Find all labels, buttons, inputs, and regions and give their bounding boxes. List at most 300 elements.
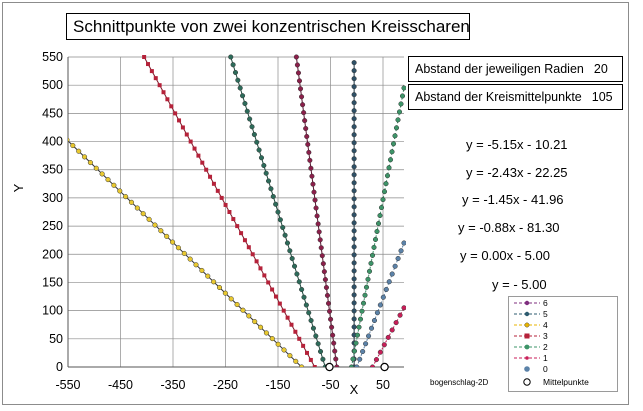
series-3-point (208, 175, 212, 179)
series-2-point (364, 285, 369, 290)
series-2-point (355, 333, 360, 338)
series-2-point (358, 317, 363, 322)
series-3-point (251, 252, 255, 256)
series-0-point (393, 264, 398, 269)
series-1-left-point (299, 94, 304, 99)
series-3-point (224, 203, 228, 207)
series-3-point (247, 245, 251, 249)
series-1-left-point (305, 142, 310, 147)
series-3-point (305, 351, 309, 355)
series-0-point (363, 341, 368, 346)
series-3-point (262, 273, 266, 277)
series-1-point (386, 335, 391, 340)
series-1-point (390, 328, 395, 333)
series-4-point (200, 268, 205, 273)
series-2-left-point (264, 171, 269, 176)
series-5-point (352, 188, 357, 193)
series-0-point (402, 241, 407, 246)
series-3-point (231, 217, 235, 221)
series-4-point (106, 177, 111, 182)
series-1-left-point (333, 357, 338, 362)
plot-area (65, 55, 407, 370)
x-tick-label: 50 (376, 378, 390, 392)
series-3-point (255, 259, 259, 263)
series-0-point (357, 357, 362, 362)
series-4-point (65, 138, 70, 143)
series-4-point (159, 228, 164, 233)
series-2-point (351, 357, 356, 362)
series-5-point (352, 92, 357, 97)
series-4-point (282, 348, 287, 353)
series-2-point (373, 237, 378, 242)
series-2-left-point (285, 241, 290, 246)
series-1-point (370, 365, 375, 370)
series-2-point (393, 134, 398, 139)
series-2-point (397, 110, 402, 115)
series-3-point (154, 76, 158, 80)
series-2-left-point (318, 349, 323, 354)
series-1-left-point (325, 293, 330, 298)
series-2-left-point (321, 357, 326, 362)
series-2-left-point (295, 272, 300, 277)
equation-5: y = -2.43x - 22.25 (466, 165, 568, 180)
series-5-point (352, 301, 357, 306)
series-1-left-point (328, 317, 333, 322)
y-tick-label: 150 (42, 275, 63, 290)
series-4-point (117, 189, 122, 194)
series-4-point (264, 331, 269, 336)
y-tick-label: 350 (42, 162, 63, 177)
series-1-left-point (316, 222, 321, 227)
series-2-left-point (302, 295, 307, 300)
series-2-point (385, 173, 390, 178)
series-2-point (381, 197, 386, 202)
centers-value: 105 (591, 90, 613, 104)
series-0-point (399, 248, 404, 253)
series-2-left-point (228, 55, 233, 60)
series-5-point (352, 124, 357, 129)
equation-4: y = -1.45x - 41.96 (462, 192, 564, 207)
series-2-point (382, 189, 387, 194)
series-4-point (100, 172, 105, 177)
series-5-point (352, 116, 357, 121)
series-3-point (196, 154, 200, 158)
series-2-point (372, 245, 377, 250)
series-2-point (378, 213, 383, 218)
series-3-point (235, 224, 239, 228)
series-5-point (352, 180, 357, 185)
radii-label: Abstand der jeweiligen Radien (415, 62, 584, 76)
y-tick-label: 400 (42, 134, 63, 149)
series-1-left-point (309, 166, 314, 171)
series-2-left-point (252, 132, 257, 137)
series-3-point (243, 238, 247, 242)
series-2-point (391, 142, 396, 147)
series-4-point (258, 325, 263, 330)
series-0-point (354, 365, 359, 370)
series-4-point (223, 291, 228, 296)
series-1-left-point (315, 214, 320, 219)
x-tick-label: -150 (265, 378, 291, 392)
series-5-point (352, 261, 357, 266)
series-0-point (375, 310, 380, 315)
series-4-point (147, 217, 152, 222)
series-2-left-point (278, 217, 283, 222)
series-4-point (170, 240, 175, 245)
series-2-left-point (254, 140, 259, 145)
series-2-point (394, 126, 399, 131)
series-2-point (370, 253, 375, 258)
series-2-point (376, 221, 381, 226)
series-2-left-point (243, 101, 248, 106)
series-0-point (390, 272, 395, 277)
series-2-point (369, 261, 374, 266)
series-2-left-point (259, 155, 264, 160)
series-4-point (153, 223, 158, 228)
series-2-left-point (236, 78, 241, 83)
credit-text: bogenschlag-2D (430, 378, 489, 387)
series-3-point (162, 90, 166, 94)
series-3-point (200, 161, 204, 165)
series-0-point (387, 279, 392, 284)
series-5-point (352, 213, 357, 218)
series-3-point (185, 133, 189, 137)
series-3-point (270, 288, 274, 292)
series-0-point (366, 334, 371, 339)
series-5-point (352, 60, 357, 65)
series-1-left-point (308, 158, 313, 163)
y-tick-label: 50 (49, 331, 63, 346)
series-2-point (379, 205, 384, 210)
y-tick-label: 500 (42, 78, 63, 93)
series-5-point (352, 205, 357, 210)
series-5-point (352, 229, 357, 234)
series-4-point (235, 302, 240, 307)
series-1-point (394, 320, 399, 325)
series-1-point (402, 306, 407, 311)
series-3-point (169, 104, 173, 108)
series-1-left-point (323, 277, 328, 282)
series-4-point (88, 160, 93, 165)
series-3-point (204, 168, 208, 172)
series-4-point (82, 155, 87, 160)
y-tick-label: 250 (42, 219, 63, 234)
x-tick-label: -550 (55, 378, 81, 392)
series-1-left-point (314, 206, 319, 211)
series-5-point (352, 84, 357, 89)
series-4-point (288, 353, 293, 358)
series-4-point (176, 245, 181, 250)
series-1-left-point (296, 71, 301, 76)
series-2-left-point (283, 233, 288, 238)
series-2-point (384, 181, 389, 186)
legend: 6 5 4 3 2 1 0 Mittelpunkte (508, 296, 618, 392)
series-3-point (309, 358, 313, 362)
series-5-point (352, 76, 357, 81)
series-2-left-point (233, 70, 238, 75)
series-1-left-point (311, 182, 316, 187)
x-tick-label: -50 (321, 378, 340, 392)
series-0-point (372, 318, 377, 323)
centers-info-box (408, 84, 623, 110)
series-4-point (188, 257, 193, 262)
equation-2: y = 0.00x - 5.00 (460, 248, 550, 263)
series-2-left-point (257, 148, 262, 153)
series-3-point (173, 111, 177, 115)
series-3-point (177, 118, 181, 122)
series-5-point (352, 196, 357, 201)
series-5-point (352, 108, 357, 113)
series-3-point (189, 140, 193, 144)
series-2-left-point (292, 264, 297, 269)
series-3-point (212, 182, 216, 186)
series-5-point (352, 317, 357, 322)
series-5-point (352, 237, 357, 242)
series-2-point (367, 269, 372, 274)
series-4-point (205, 274, 210, 279)
series-5-point (352, 309, 357, 314)
series-1-left-point (298, 86, 303, 91)
x-tick-label: -250 (212, 378, 239, 392)
series-3-point (216, 189, 220, 193)
series-2-left-point (304, 303, 309, 308)
series-4-point (164, 234, 169, 239)
series-2-left-point (309, 318, 314, 323)
series-5-point (352, 253, 357, 258)
series-4-point (123, 194, 128, 199)
x-tick-label: -450 (107, 378, 134, 392)
series-1-left-point (297, 79, 302, 84)
series-2-left-point (288, 248, 293, 253)
equation-1: y = - 5.00 (492, 277, 547, 292)
series-2-left-point (269, 186, 274, 191)
series-0-point (381, 295, 386, 300)
series-4-point (276, 342, 281, 347)
series-2-point (388, 157, 393, 162)
series-5-point (352, 285, 357, 290)
series-1-point (374, 357, 379, 362)
series-2-left-point (238, 86, 243, 91)
series-2-left-point (262, 163, 267, 168)
series-3-point (286, 316, 290, 320)
series-3-point (297, 337, 301, 341)
series-2-left-point (306, 310, 311, 315)
series-3-point (158, 83, 162, 87)
series-1-left-point (321, 261, 326, 266)
series-5-point (352, 269, 357, 274)
series-4-point (211, 280, 216, 285)
series-3-point (258, 266, 262, 270)
series-3-point (150, 69, 154, 73)
series-1-left-point (335, 365, 340, 370)
series-3-point (313, 365, 317, 369)
series-3-point (239, 231, 243, 235)
equation-6: y = -5.15x - 10.21 (466, 137, 568, 152)
series-1-left-point (303, 126, 308, 131)
series-4-point (299, 365, 304, 370)
series-3-point (293, 330, 297, 334)
series-1-left-point (320, 253, 325, 258)
x-tick-label: -350 (160, 378, 186, 392)
series-5-point (352, 132, 357, 137)
series-0-point (378, 303, 383, 308)
series-3-point (266, 280, 270, 284)
series-2-left-point (276, 210, 281, 215)
series-4-point (129, 200, 134, 205)
series-3-point (274, 295, 278, 299)
series-5-point (352, 164, 357, 169)
series-2-point (387, 165, 392, 170)
center-point-1 (381, 363, 388, 370)
series-1-left-point (331, 341, 336, 346)
series-3-point (165, 97, 169, 101)
series-2-left-point (297, 279, 302, 284)
radii-info-box (408, 56, 623, 82)
series-2-point (357, 325, 362, 330)
radii-value: 20 (593, 62, 608, 76)
series-5-point (352, 148, 357, 153)
series-5-point (352, 277, 357, 282)
series-1-left-point (295, 63, 300, 68)
y-tick-label: 550 (42, 50, 63, 64)
series-1-left-point (294, 55, 299, 60)
series-1-left-point (301, 110, 306, 115)
series-3-point (282, 309, 286, 313)
series-3-point (220, 196, 224, 200)
series-2-left-point (299, 287, 304, 292)
y-tick-label: 200 (42, 247, 63, 262)
series-4-point (112, 183, 117, 188)
series-1-left-point (317, 230, 322, 235)
series-1-left-point (313, 198, 318, 203)
series-1-left-point (300, 102, 305, 107)
series-1-left-point (312, 190, 317, 195)
series-4-point (71, 143, 76, 148)
series-5-point (352, 221, 357, 226)
series-4-point (182, 251, 187, 256)
chart-title: Schnittpunkte von zwei konzentrischen Kreisscharen (66, 13, 470, 40)
series-2-left-point (247, 117, 252, 122)
series-2-point (402, 86, 407, 91)
series-4-point (252, 319, 257, 324)
series-2-point (396, 118, 401, 123)
series-1-left-point (332, 349, 337, 354)
series-4-point (241, 308, 246, 313)
series-2-left-point (290, 256, 295, 261)
series-4-point (217, 285, 222, 290)
series-3-point (227, 210, 231, 214)
series-1-left-point (307, 150, 312, 155)
series-5-point (352, 293, 357, 298)
series-2-left-point (271, 194, 276, 199)
series-2-left-point (273, 202, 278, 207)
series-1-left-point (322, 269, 327, 274)
series-5-point (352, 156, 357, 161)
series-2-left-point (250, 124, 255, 129)
series-2-left-point (231, 62, 236, 67)
series-1-left-point (319, 245, 324, 250)
series-0-point (384, 287, 389, 292)
series-4-point (94, 166, 99, 171)
series-4-point (141, 211, 146, 216)
series-2-point (352, 349, 357, 354)
series-2-point (375, 229, 380, 234)
series-0-point (360, 349, 365, 354)
center-point-0 (326, 363, 333, 370)
series-3-point (278, 302, 282, 306)
series-5-point (352, 325, 357, 330)
y-tick-label: 100 (42, 303, 63, 318)
series-1-left-point (330, 333, 335, 338)
y-tick-label: 300 (42, 190, 63, 205)
y-tick-label: 450 (42, 106, 63, 121)
series-2-point (399, 102, 404, 107)
series-5-point (352, 68, 357, 73)
series-3-point (181, 125, 185, 129)
series-3-point (142, 55, 146, 59)
series-2-left-point (280, 225, 285, 230)
series-5-point (352, 172, 357, 177)
series-2-point (360, 309, 365, 314)
series-3-point (289, 323, 293, 327)
series-2-left-point (240, 93, 245, 98)
series-4-point (76, 149, 81, 154)
series-5-point (352, 140, 357, 145)
series-0-point (396, 256, 401, 261)
centers-label: Abstand der Kreismittelpunkte (415, 90, 582, 104)
series-1-point (382, 343, 387, 348)
series-2-point (363, 293, 368, 298)
series-3-point (301, 344, 305, 348)
series-2-point (366, 277, 371, 282)
series-2-point (349, 365, 354, 370)
series-1-point (398, 313, 403, 318)
series-2-left-point (245, 109, 250, 114)
series-3-point (146, 62, 150, 66)
series-5-point (352, 100, 357, 105)
series-2-point (354, 341, 359, 346)
series-4-point (194, 262, 199, 267)
series-4-point (270, 336, 275, 341)
series-4-point (229, 297, 234, 302)
y-tick-label: 0 (56, 360, 63, 374)
series-1-point (378, 350, 383, 355)
equation-3: y = -0.88x - 81.30 (458, 220, 560, 235)
series-2-point (361, 301, 366, 306)
series-1-left-point (329, 325, 334, 330)
series-0-point (369, 326, 374, 331)
series-1-left-point (324, 285, 329, 290)
series-2-left-point (316, 341, 321, 346)
x-axis-label: X (349, 382, 359, 397)
series-4-point (293, 359, 298, 364)
series-1-left-point (326, 301, 331, 306)
series-5-point (352, 245, 357, 250)
y-axis-label: Y (11, 183, 26, 193)
series-2-left-point (311, 326, 316, 331)
series-1-left-point (310, 174, 315, 179)
series-2-point (400, 94, 405, 99)
series-1-left-point (318, 238, 323, 243)
series-2-left-point (266, 179, 271, 184)
series-4-point (135, 206, 140, 211)
series-2-left-point (314, 334, 319, 339)
series-1-left-point (327, 309, 332, 314)
series-1-left-point (302, 118, 307, 123)
series-2-point (390, 149, 395, 154)
series-1-left-point (304, 134, 309, 139)
series-3-point (193, 147, 197, 151)
